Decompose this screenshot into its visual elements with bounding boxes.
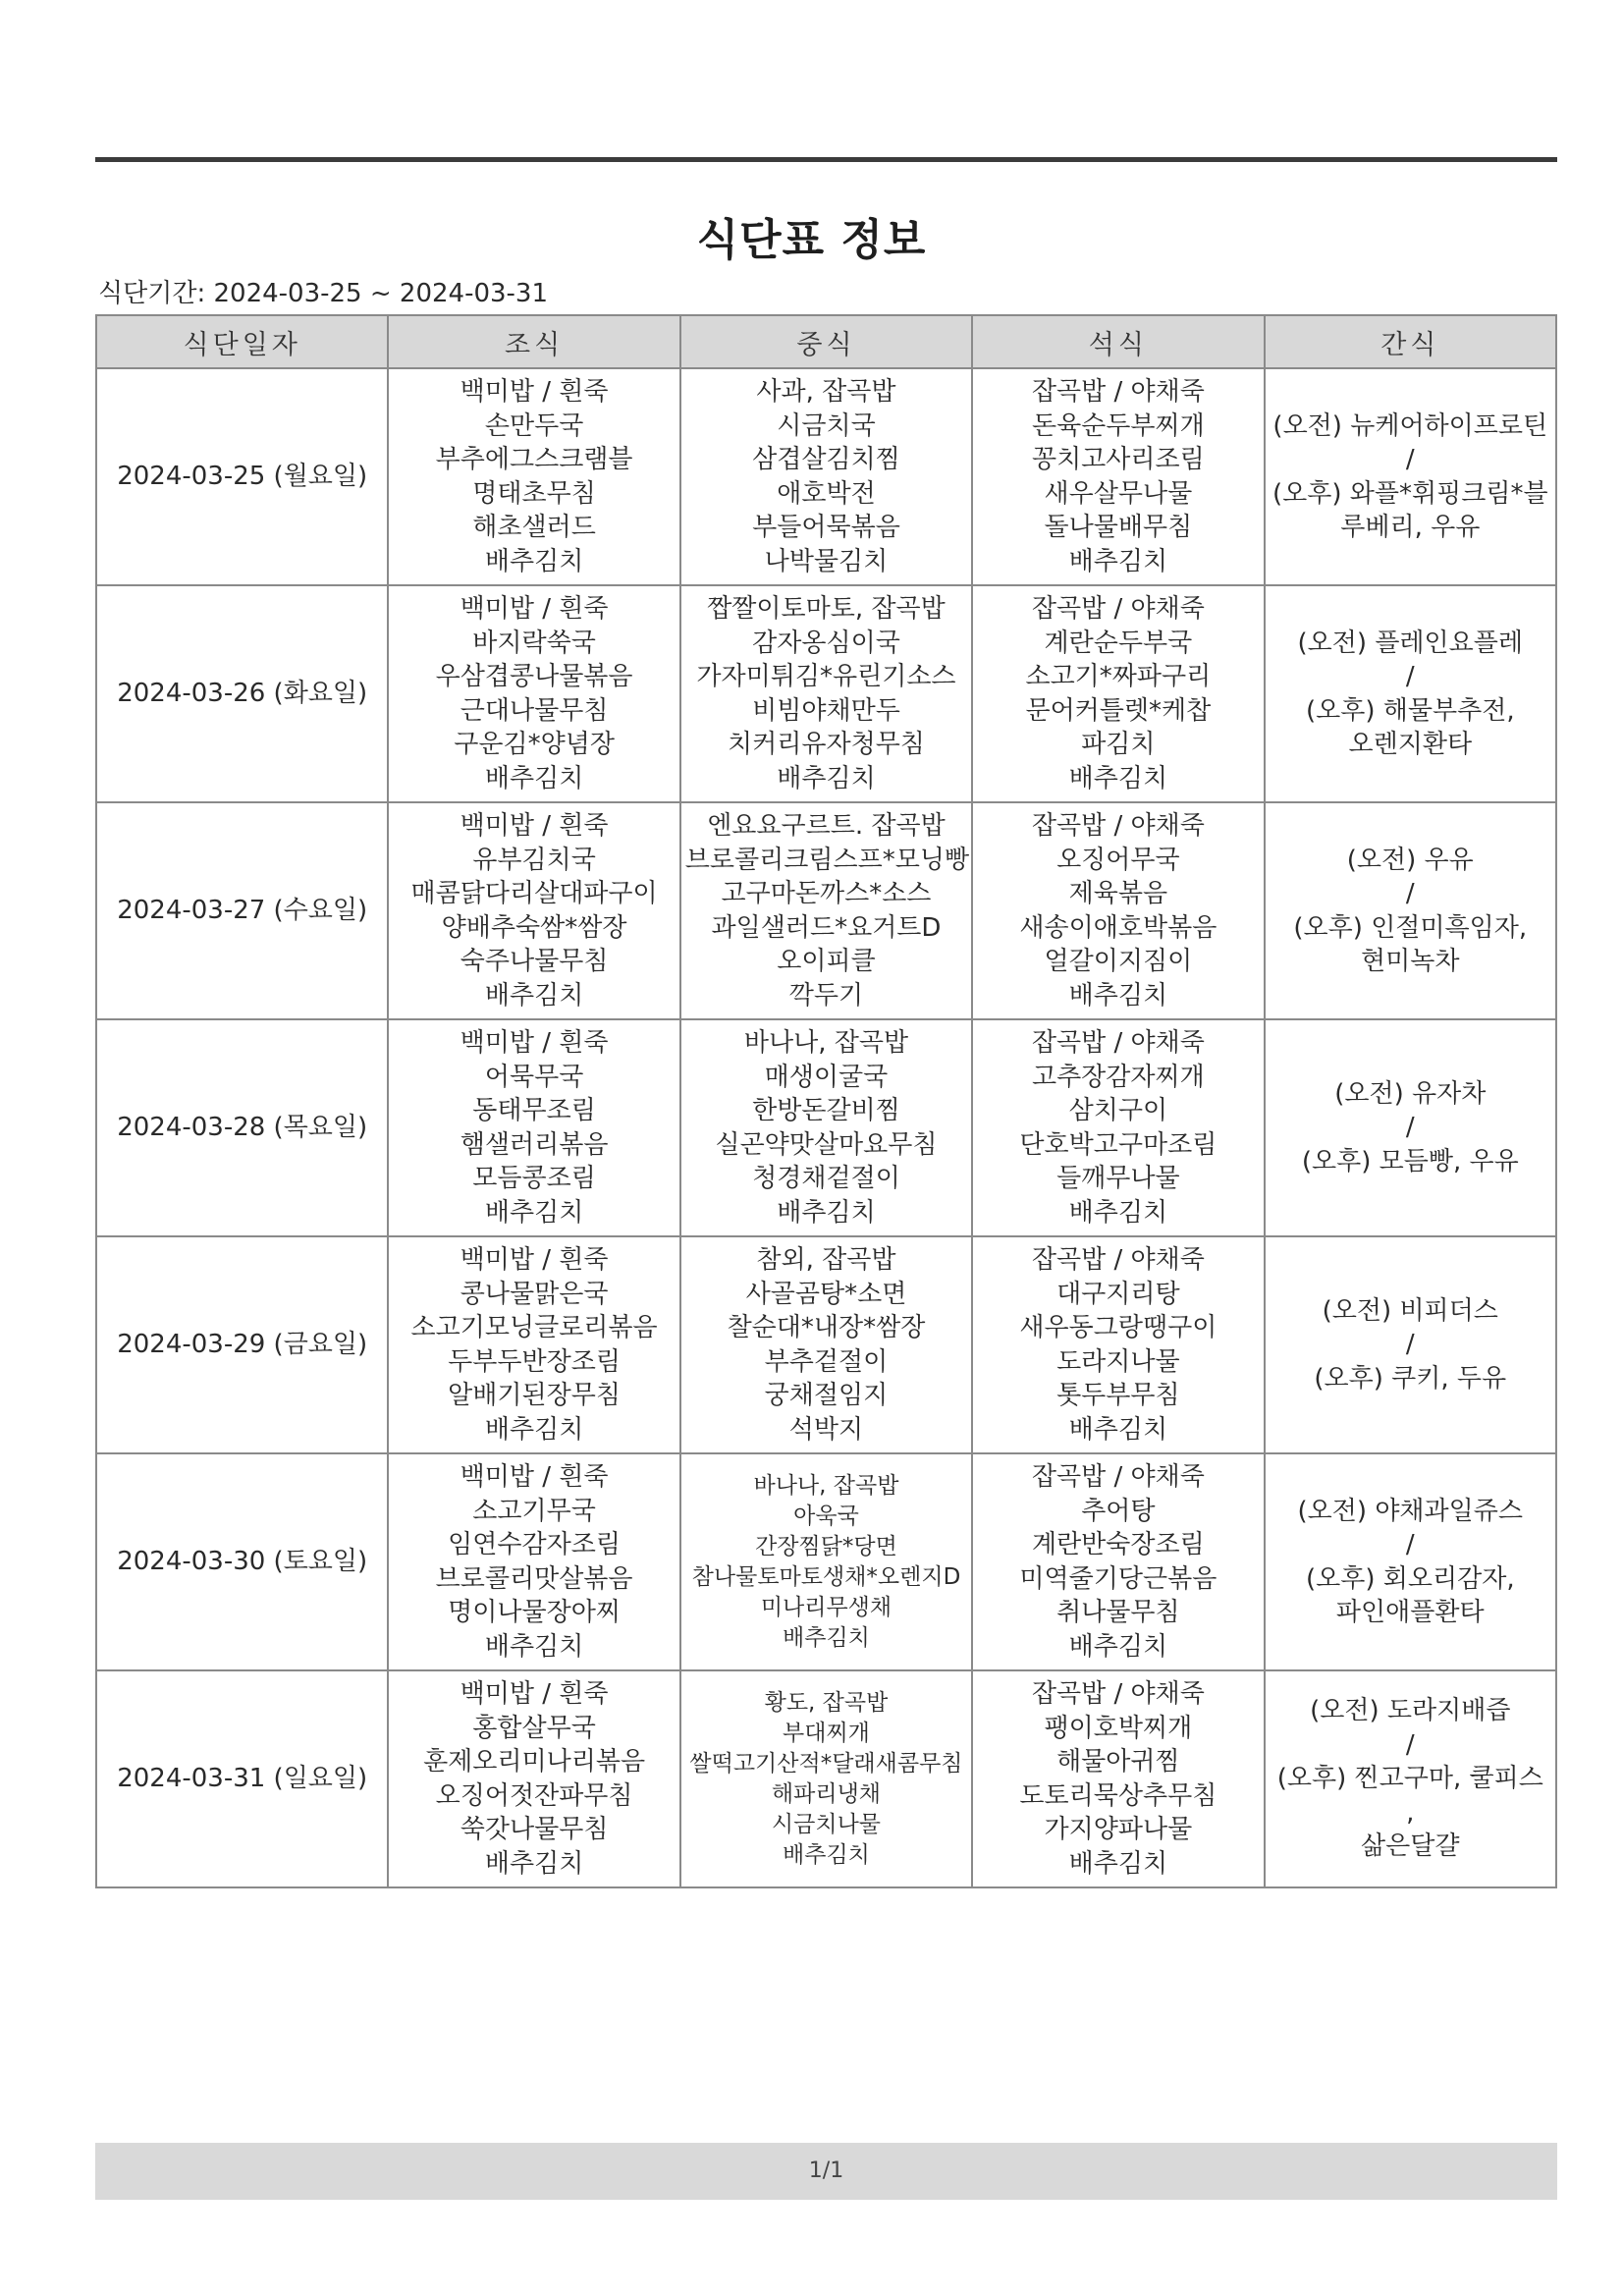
- dinner-item: 오징어무국: [1056, 845, 1180, 875]
- table-row: [96, 1019, 1556, 1236]
- lunch-item: 미나리무생채: [760, 1594, 893, 1620]
- lunch-item: 아욱국: [793, 1503, 859, 1529]
- snack-item: (오전) 플레인요플레: [1297, 628, 1524, 658]
- breakfast-item: 백미밥 / 흰죽: [460, 1245, 609, 1275]
- dinner-item: 새송이애호박볶음: [1019, 912, 1217, 943]
- breakfast-item: 백미밥 / 흰죽: [460, 377, 609, 407]
- lunch-cell: [680, 585, 972, 802]
- breakfast-cell: [388, 1453, 679, 1670]
- breakfast-item: 소고기무국: [472, 1496, 596, 1526]
- snack-item: (오후) 회오리감자,: [1305, 1563, 1515, 1594]
- dinner-item: 문어커틀렛*케찹: [1025, 695, 1212, 726]
- dinner-item: 잡곡밥 / 야채죽: [1031, 1028, 1205, 1058]
- table-row: [96, 802, 1556, 1019]
- breakfast-item: 우삼겹콩나물볶음: [435, 662, 633, 691]
- breakfast-cell: [388, 585, 679, 802]
- breakfast-item: 명이나물장아찌: [448, 1598, 621, 1627]
- dinner-item: 취나물무침: [1056, 1598, 1180, 1627]
- lunch-item: 실곤약맛살마요무침: [715, 1129, 938, 1160]
- dinner-item: 잡곡밥 / 야채죽: [1031, 811, 1205, 841]
- dinner-item: 얼갈이지짐이: [1044, 947, 1193, 976]
- lunch-item: 바나나, 잡곡밥: [743, 1028, 909, 1058]
- dinner-cell: [972, 1236, 1264, 1453]
- lunch-cell: [680, 1670, 972, 1887]
- lunch-item: 과일샐러드*요거트D: [711, 912, 942, 943]
- meal-date: 2024-03-30 (토요일): [96, 1453, 388, 1670]
- lunch-item: 궁채절임지: [764, 1381, 889, 1410]
- dinner-item: 계란반숙장조림: [1031, 1530, 1205, 1559]
- snack-cell: [1265, 368, 1556, 585]
- snack-cell: [1265, 1670, 1556, 1887]
- snack-item: (오전) 유자차: [1334, 1078, 1487, 1109]
- dinner-item: 배추김치: [1068, 763, 1168, 793]
- lunch-item: 시금치나물: [771, 1811, 882, 1837]
- dinner-item: 새우살무나물: [1044, 478, 1193, 509]
- snack-item: /: [1405, 662, 1415, 691]
- dinner-item: 해물아귀찜: [1056, 1747, 1180, 1777]
- dinner-item: 대구지리탕: [1056, 1279, 1180, 1309]
- dinner-item: 제육볶음: [1068, 879, 1168, 908]
- lunch-item: 참외, 잡곡밥: [756, 1245, 896, 1275]
- page-title: 식단표 정보: [696, 215, 927, 265]
- header-date: 식단일자: [96, 315, 388, 368]
- breakfast-cell: [388, 1019, 679, 1236]
- snack-item: 오렌지환타: [1348, 730, 1473, 759]
- lunch-item: 황도, 잡곡밥: [764, 1689, 889, 1716]
- table-row: [96, 368, 1556, 585]
- lunch-item: 오이피클: [777, 947, 876, 976]
- breakfast-item: 배추김치: [484, 1197, 584, 1228]
- dinner-item: 배추김치: [1068, 1631, 1168, 1662]
- breakfast-item: 모듬콩조림: [472, 1164, 596, 1193]
- lunch-item: 참나물토마토생채*오렌지D: [691, 1563, 961, 1590]
- snack-item: /: [1405, 1113, 1415, 1143]
- breakfast-item: 바지락쑥국: [472, 628, 596, 658]
- lunch-item: 시금치국: [777, 410, 876, 441]
- lunch-item: 부대찌개: [783, 1720, 870, 1746]
- lunch-item: 고구마돈까스*소스: [721, 879, 932, 908]
- breakfast-item: 숙주나물무침: [460, 947, 609, 976]
- lunch-item: 찰순대*내장*쌈장: [727, 1313, 926, 1342]
- lunch-item: 배추김치: [783, 1624, 870, 1651]
- breakfast-item: 손만두국: [484, 410, 584, 441]
- lunch-item: 배추김치: [783, 1841, 870, 1868]
- snack-cell: [1265, 1236, 1556, 1453]
- lunch-item: 애호박전: [777, 478, 876, 509]
- dinner-item: 톳두부무침: [1056, 1381, 1180, 1410]
- lunch-item: 한방돈갈비찜: [752, 1096, 900, 1125]
- header-dinner: 석식: [972, 315, 1264, 368]
- lunch-item: 청경채겉절이: [752, 1164, 900, 1193]
- breakfast-item: 배추김치: [484, 980, 584, 1011]
- dinner-item: 잡곡밥 / 야채죽: [1031, 1245, 1205, 1275]
- header-lunch: 중식: [680, 315, 972, 368]
- lunch-item: 사골곰탕*소면: [745, 1279, 907, 1309]
- dinner-item: 배추김치: [1068, 1414, 1168, 1445]
- table-body: [96, 368, 1556, 1887]
- page-number: 1/1: [808, 2159, 844, 2183]
- dinner-item: 미역줄기당근볶음: [1019, 1563, 1217, 1594]
- snack-item: 파인애플환타: [1335, 1598, 1485, 1627]
- breakfast-item: 임연수감자조림: [448, 1530, 621, 1559]
- snack-item: (오후) 쿠키, 두유: [1314, 1363, 1507, 1394]
- footer-bar: [95, 2143, 1557, 2200]
- meal-date: 2024-03-27 (수요일): [96, 802, 388, 1019]
- dinner-cell: [972, 368, 1264, 585]
- snack-cell: [1265, 1453, 1556, 1670]
- breakfast-item: 백미밥 / 흰죽: [460, 594, 609, 624]
- breakfast-item: 해초샐러드: [472, 513, 596, 542]
- lunch-item: 감자옹심이국: [752, 628, 900, 658]
- meal-date: 2024-03-31 (일요일): [96, 1670, 388, 1887]
- dinner-cell: [972, 1019, 1264, 1236]
- dinner-item: 팽이호박찌개: [1044, 1713, 1193, 1743]
- lunch-item: 삼겹살김치찜: [752, 445, 900, 474]
- dinner-item: 소고기*짜파구리: [1025, 662, 1212, 691]
- snack-item: /: [1405, 1330, 1415, 1360]
- breakfast-cell: [388, 1236, 679, 1453]
- dinner-item: 배추김치: [1068, 980, 1168, 1011]
- snack-item: (오후) 찐고구마, 쿨피스 ,: [1276, 1764, 1543, 1828]
- breakfast-item: 홍합살무국: [472, 1713, 596, 1743]
- lunch-item: 치커리유자청무침: [728, 730, 925, 759]
- lunch-item: 부들어묵볶음: [752, 513, 900, 542]
- meal-table: [95, 314, 1557, 1888]
- snack-item: /: [1405, 1729, 1415, 1760]
- breakfast-item: 양배추숙쌈*쌈장: [441, 912, 627, 943]
- dinner-item: 잡곡밥 / 야채죽: [1031, 1679, 1205, 1709]
- breakfast-item: 명태초무침: [472, 478, 596, 509]
- dinner-item: 잡곡밥 / 야채죽: [1031, 377, 1205, 407]
- lunch-item: 나박물김치: [764, 546, 889, 576]
- lunch-item: 부추겉절이: [764, 1346, 889, 1377]
- snack-item: (오전) 우유: [1346, 845, 1474, 875]
- breakfast-item: 부추에그스크램블: [435, 445, 633, 474]
- dinner-item: 돈육순두부찌개: [1031, 410, 1205, 441]
- breakfast-item: 두부두반장조림: [448, 1346, 621, 1377]
- lunch-item: 매생이굴국: [764, 1062, 889, 1092]
- breakfast-item: 훈제오리미나리볶음: [423, 1747, 646, 1777]
- dinner-item: 꽁치고사리조림: [1031, 445, 1205, 474]
- lunch-cell: [680, 1019, 972, 1236]
- dinner-cell: [972, 802, 1264, 1019]
- dinner-item: 파김치: [1081, 730, 1156, 759]
- snack-cell: [1265, 802, 1556, 1019]
- lunch-item: 브로콜리크림스프*모닝빵: [684, 845, 970, 875]
- table-header-row: [96, 315, 1556, 368]
- breakfast-item: 백미밥 / 흰죽: [460, 1679, 609, 1709]
- top-rule: [95, 157, 1557, 162]
- lunch-item: 바나나, 잡곡밥: [753, 1472, 899, 1499]
- snack-item: (오후) 모듬빵, 우유: [1301, 1146, 1519, 1176]
- breakfast-cell: [388, 1670, 679, 1887]
- breakfast-item: 배추김치: [484, 1848, 584, 1879]
- snack-item: 현미녹차: [1361, 947, 1460, 976]
- breakfast-item: 구운김*양념장: [454, 730, 615, 759]
- breakfast-item: 배추김치: [484, 546, 584, 576]
- lunch-cell: [680, 802, 972, 1019]
- meal-date: 2024-03-28 (목요일): [96, 1019, 388, 1236]
- dinner-cell: [972, 1453, 1264, 1670]
- dinner-item: 계란순두부국: [1044, 628, 1193, 658]
- snack-item: (오후) 와플*휘핑크림*블루베리, 우유: [1271, 478, 1548, 542]
- breakfast-item: 알배기된장무침: [448, 1381, 621, 1410]
- lunch-cell: [680, 1236, 972, 1453]
- lunch-item: 사과, 잡곡밥: [756, 377, 896, 407]
- dinner-item: 배추김치: [1068, 546, 1168, 576]
- breakfast-item: 백미밥 / 흰죽: [460, 811, 609, 841]
- breakfast-item: 백미밥 / 흰죽: [460, 1462, 609, 1492]
- meal-date: 2024-03-25 (월요일): [96, 368, 388, 585]
- snack-item: 삶은달걀: [1361, 1831, 1460, 1862]
- breakfast-item: 유부김치국: [472, 845, 596, 875]
- lunch-cell: [680, 368, 972, 585]
- dinner-item: 가지양파나물: [1044, 1815, 1193, 1844]
- breakfast-item: 근대나물무침: [460, 695, 609, 726]
- snack-item: (오후) 인절미흑임자,: [1293, 912, 1528, 943]
- snack-item: /: [1405, 879, 1415, 908]
- dinner-item: 도라지나물: [1056, 1346, 1180, 1377]
- snack-item: (오전) 야채과일쥬스: [1297, 1496, 1524, 1526]
- snack-item: (오전) 도라지배즙: [1310, 1696, 1511, 1726]
- header-breakfast: 조식: [388, 315, 679, 368]
- lunch-item: 비빔야채만두: [752, 695, 900, 726]
- lunch-item: 짭짤이토마토, 잡곡밥: [707, 594, 946, 624]
- meal-date: 2024-03-26 (화요일): [96, 585, 388, 802]
- breakfast-item: 어묵무국: [484, 1062, 584, 1092]
- snack-item: (오전) 뉴케어하이프로틴: [1272, 410, 1548, 441]
- lunch-item: 엔요요구르트. 잡곡밥: [707, 811, 946, 841]
- lunch-item: 배추김치: [777, 1197, 876, 1228]
- dinner-item: 도토리묵상추무침: [1019, 1780, 1217, 1811]
- lunch-cell: [680, 1453, 972, 1670]
- breakfast-item: 백미밥 / 흰죽: [460, 1028, 609, 1058]
- snack-cell: [1265, 585, 1556, 802]
- lunch-item: 간장찜닭*당면: [755, 1533, 897, 1559]
- snack-item: (오전) 비피더스: [1322, 1295, 1498, 1326]
- lunch-item: 깍두기: [788, 980, 864, 1011]
- lunch-item: 쌀떡고기산적*달래새콤무침: [689, 1750, 963, 1777]
- breakfast-item: 햄샐러리볶음: [460, 1129, 609, 1160]
- meal-date: 2024-03-29 (금요일): [96, 1236, 388, 1453]
- breakfast-cell: [388, 802, 679, 1019]
- breakfast-item: 쑥갓나물무침: [460, 1815, 609, 1844]
- dinner-item: 단호박고구마조림: [1019, 1129, 1217, 1160]
- dinner-item: 잡곡밥 / 야채죽: [1031, 594, 1205, 624]
- lunch-item: 해파리냉채: [771, 1780, 882, 1807]
- lunch-item: 가자미튀김*유린기소스: [696, 662, 956, 691]
- breakfast-item: 배추김치: [484, 1414, 584, 1445]
- dinner-cell: [972, 1670, 1264, 1887]
- table-row: [96, 1453, 1556, 1670]
- snack-item: (오후) 해물부추전,: [1305, 695, 1515, 726]
- dinner-item: 잡곡밥 / 야채죽: [1031, 1462, 1205, 1492]
- header-snack: 간식: [1265, 315, 1556, 368]
- breakfast-cell: [388, 368, 679, 585]
- breakfast-item: 배추김치: [484, 763, 584, 793]
- dinner-item: 들깨무나물: [1056, 1164, 1180, 1193]
- dinner-item: 추어탕: [1081, 1496, 1156, 1526]
- snack-item: /: [1405, 1530, 1415, 1559]
- breakfast-item: 매콤닭다리살대파구이: [410, 879, 658, 908]
- breakfast-item: 콩나물맑은국: [460, 1279, 609, 1309]
- table-row: [96, 585, 1556, 802]
- dinner-item: 배추김치: [1068, 1197, 1168, 1228]
- table-row: [96, 1236, 1556, 1453]
- snack-item: /: [1405, 445, 1415, 474]
- meal-period: 식단기간: 2024-03-25 ~ 2024-03-31: [98, 279, 549, 308]
- breakfast-item: 브로콜리맛살볶음: [435, 1563, 633, 1594]
- lunch-item: 배추김치: [777, 763, 876, 793]
- dinner-item: 돌나물배무침: [1044, 513, 1193, 542]
- table-row: [96, 1670, 1556, 1887]
- breakfast-item: 오징어젓잔파무침: [435, 1780, 633, 1811]
- dinner-cell: [972, 585, 1264, 802]
- dinner-item: 배추김치: [1068, 1848, 1168, 1879]
- breakfast-item: 동태무조림: [472, 1096, 596, 1125]
- breakfast-item: 배추김치: [484, 1631, 584, 1662]
- dinner-item: 삼치구이: [1068, 1096, 1168, 1125]
- dinner-item: 고추장감자찌개: [1031, 1062, 1205, 1092]
- dinner-item: 새우동그랑땡구이: [1019, 1313, 1217, 1342]
- lunch-item: 석박지: [788, 1414, 864, 1445]
- snack-cell: [1265, 1019, 1556, 1236]
- breakfast-item: 소고기모닝글로리볶음: [410, 1313, 658, 1342]
